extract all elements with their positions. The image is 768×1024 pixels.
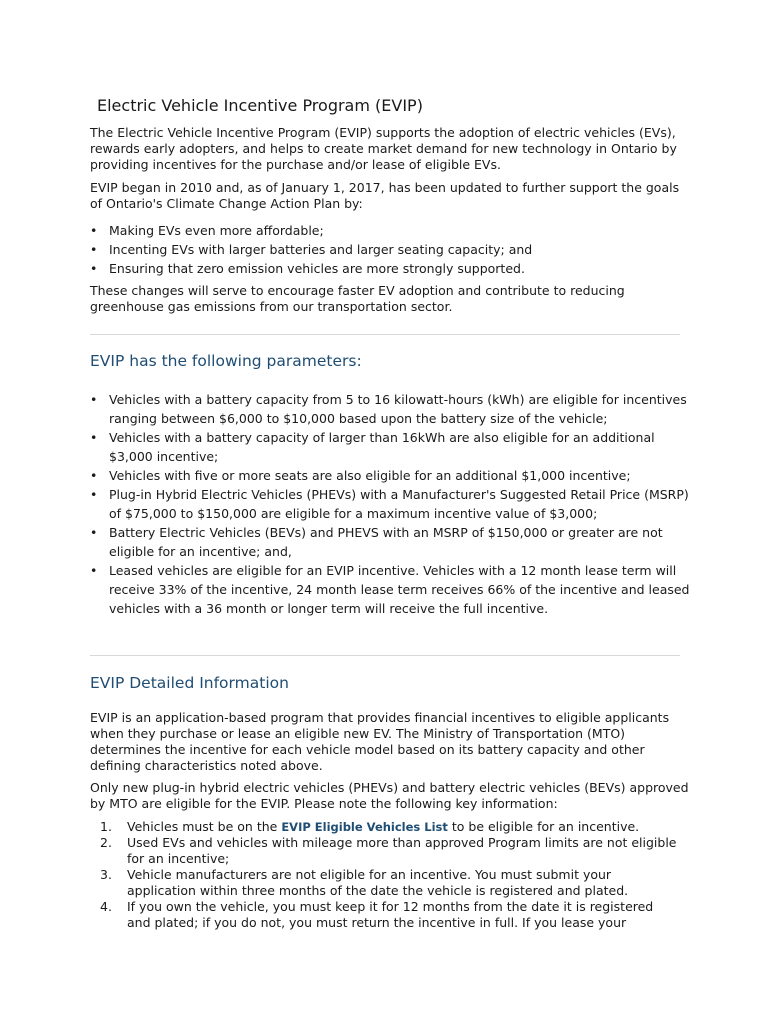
list-item: • Ensuring that zero emission vehicles are more strongly supported. (90, 259, 532, 278)
section-divider (90, 334, 680, 335)
list-item: • Vehicles with a battery capacity of larger than 16kWh are also eligible for an additional $3,000 incentive; (90, 428, 690, 466)
list-item: • Making EVs even more affordable; (90, 221, 532, 240)
intro-paragraph-3: These changes will serve to encourage faster EV adoption and contribute to reducing greenhouse gas emissions from our transportation sector. (90, 283, 625, 314)
intro-bullet-list (90, 221, 532, 278)
parameters-bullet-list (90, 390, 690, 618)
key-info-list (100, 819, 680, 931)
list-item (100, 899, 680, 931)
page-title: Electric Vehicle Incentive Program (EVIP) (97, 96, 423, 115)
list-item (100, 867, 680, 899)
details-paragraph-1: EVIP is an application-based program that provides financial incentives to eligible applicants when they purchase or lease an eligible new EV. The Ministry of Transportation (MTO) determines the incentive for each vehicle model based on its battery capacity and other defining characteristics noted above. (90, 710, 670, 773)
list-item: • Battery Electric Vehicles (BEVs) and PHEVS with an MSRP of $150,000 or greater are not eligible for an incentive; and, (90, 523, 690, 561)
list-number: 1. (100, 819, 112, 834)
list-number: 3. (100, 867, 112, 882)
list-item (100, 819, 680, 835)
details-paragraph-2: Only new plug-in hybrid electric vehicles (PHEVs) and battery electric vehicles (BEVs) approved by MTO are eligible for the EVIP. Please note the following key information: (90, 780, 689, 811)
parameters-heading: EVIP has the following parameters: (90, 352, 362, 370)
intro-paragraph-2: EVIP began in 2010 and, as of January 1, 2017, has been updated to further support the goals of Ontario's Climate Change Action Plan by: (90, 180, 680, 211)
section-divider (90, 655, 680, 656)
details-heading: EVIP Detailed Information (90, 674, 289, 692)
list-item: • Incenting EVs with larger batteries and larger seating capacity; and (90, 240, 532, 259)
list-item: • Vehicles with five or more seats are also eligible for an additional $1,000 incentive; (90, 466, 690, 485)
list-item (100, 835, 680, 867)
list-number: 2. (100, 835, 112, 850)
list-item: • Leased vehicles are eligible for an EVIP incentive. Vehicles with a 12 month lease term will receive 33% of the incentive, 24 month lease term receives 66% of the incentive and leased vehicles with a 36 month or longer term will receive the full incentive. (90, 561, 690, 618)
list-item-text: If you own the vehicle, you must keep it for 12 months from the date it is registered and plated; if you do not, you must return the incentive in full. If you lease your (127, 899, 654, 930)
list-item-text: Vehicles must be on the (127, 819, 282, 834)
list-item-text: Vehicle manufacturers are not eligible for an incentive. You must submit your application within three months of the date the vehicle is registered and plated. (127, 867, 629, 898)
list-number: 4. (100, 899, 112, 914)
intro-paragraph-1: The Electric Vehicle Incentive Program (EVIP) supports the adoption of electric vehicles (EVs), rewards early adopters, and helps to create market demand for new technology in Ontario by providing incentives for the purchase and/or lease of eligible EVs. (90, 125, 677, 172)
eligible-vehicles-list-link[interactable]: EVIP Eligible Vehicles List (281, 820, 448, 834)
list-item-text: Used EVs and vehicles with mileage more than approved Program limits are not eligible for an incentive; (127, 835, 677, 866)
list-item-text: to be eligible for an incentive. (447, 819, 640, 834)
list-item: • Vehicles with a battery capacity from 5 to 16 kilowatt-hours (kWh) are eligible for incentives ranging between $6,000 to $10,000 based upon the battery size of the vehicle; (90, 390, 690, 428)
list-item: • Plug-in Hybrid Electric Vehicles (PHEVs) with a Manufacturer's Suggested Retail Price (MSRP) of $75,000 to $150,000 are eligible for a maximum incentive value of $3,000; (90, 485, 690, 523)
